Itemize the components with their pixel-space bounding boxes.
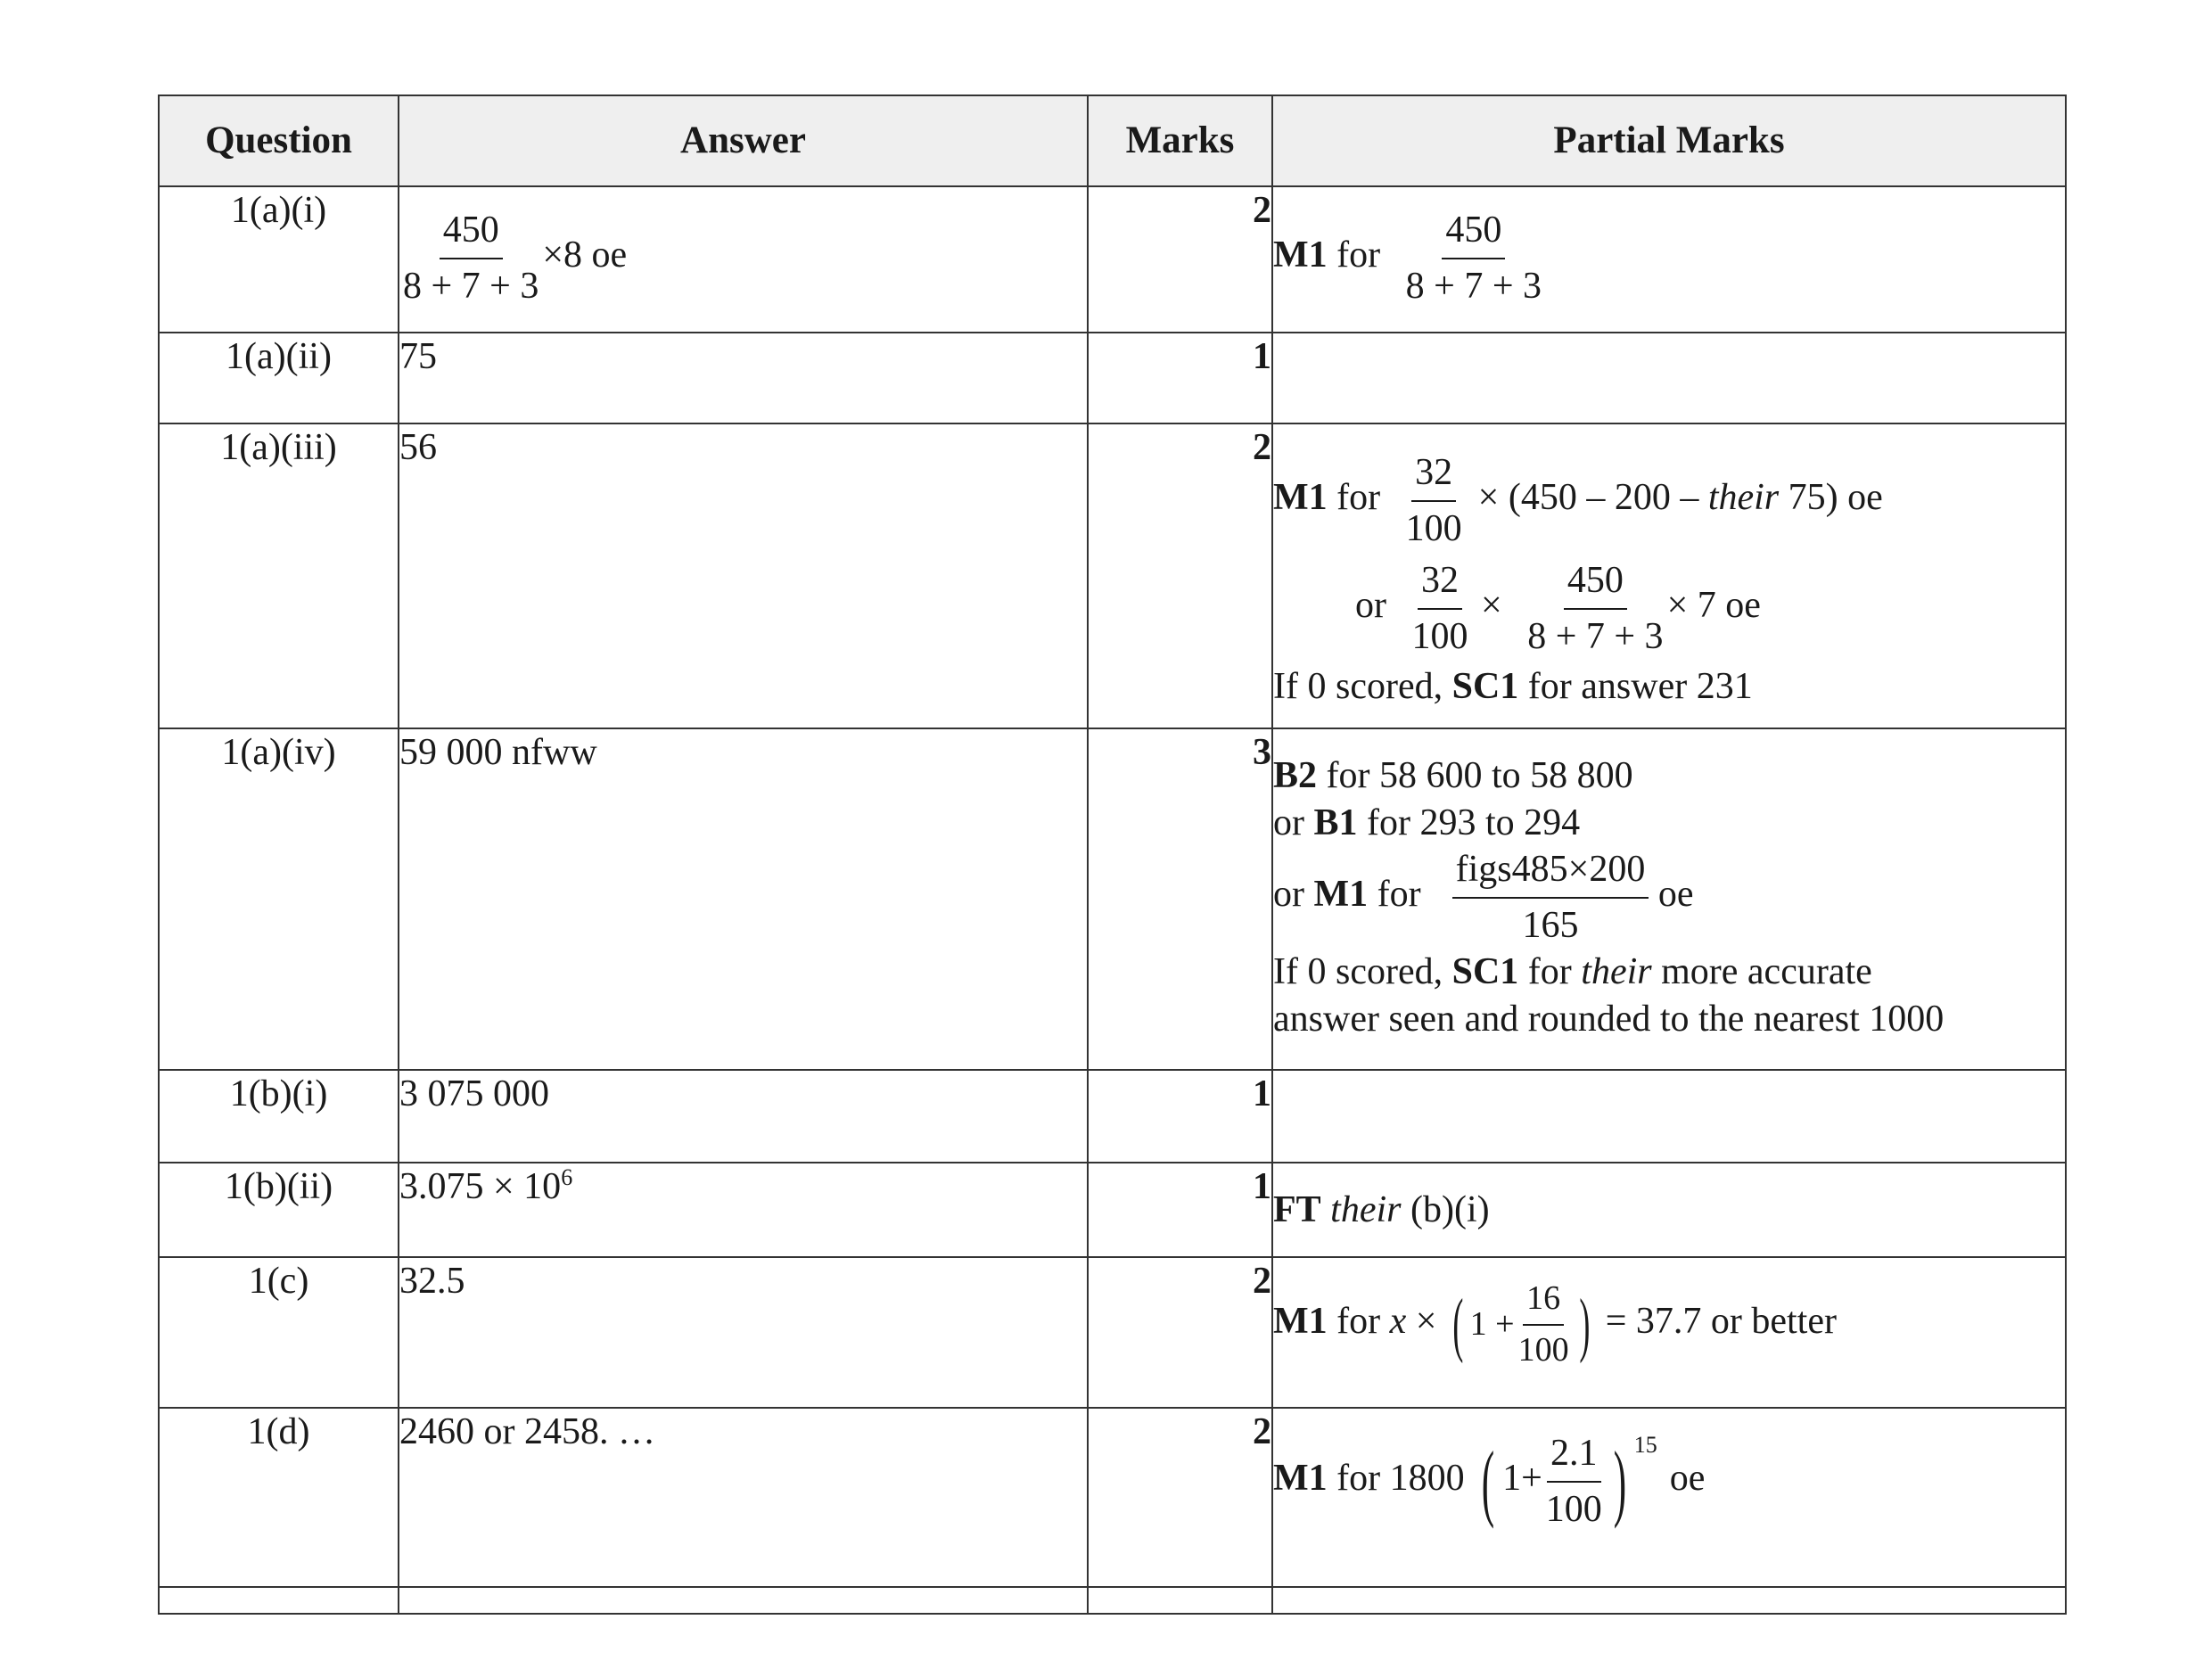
answer-cell <box>399 1163 1088 1257</box>
partial-marks-cell <box>1272 1257 2066 1408</box>
table-row <box>159 423 2066 728</box>
mark-code: M1 <box>1273 1301 1328 1343</box>
mark-code: SC1 <box>1451 666 1519 707</box>
fraction-numerator: figs485×200 <box>1452 846 1649 899</box>
fraction-numerator: 450 <box>1442 207 1505 259</box>
marks-cell: 2 <box>1088 186 1272 333</box>
partial-text: for 58 600 to 58 800 <box>1317 755 1633 796</box>
table-row <box>159 186 2066 333</box>
question-cell: 1(a)(ii) <box>159 333 399 423</box>
question-cell: 1(d) <box>159 1408 399 1587</box>
answer-cell: 2460 or 2458. … <box>399 1408 1088 1587</box>
header-partial-marks: Partial Marks <box>1272 95 2066 186</box>
question-cell: 1(a)(iv) <box>159 728 399 1070</box>
header-answer: Answer <box>399 95 1088 186</box>
marks-cell: 2 <box>1088 1257 1272 1408</box>
partial-marks-cell <box>1272 1408 2066 1587</box>
table-row <box>159 1163 2066 1257</box>
question-cell <box>159 1587 399 1614</box>
marks-cell: 1 <box>1088 1163 1272 1257</box>
table-row <box>159 728 2066 1070</box>
answer-cell <box>399 186 1088 333</box>
marks-cell <box>1088 1587 1272 1614</box>
partial-italic: their <box>1707 477 1780 519</box>
marks-cell: 2 <box>1088 423 1272 728</box>
partial-text: for <box>1336 477 1381 519</box>
fraction <box>1402 449 1466 552</box>
partial-marks-cell <box>1272 333 2066 423</box>
header-row <box>159 95 2066 186</box>
fraction-denominator: 100 <box>1517 1330 1569 1369</box>
table-row <box>159 1257 2066 1408</box>
fraction <box>1524 557 1666 660</box>
fraction-numerator: 450 <box>440 207 503 259</box>
partial-text: for <box>1327 1301 1390 1343</box>
partial-marks-cell <box>1272 1070 2066 1163</box>
partial-text: for <box>1336 234 1381 276</box>
partial-marks-cell <box>1272 1587 2066 1614</box>
fraction-numerator: 32 <box>1418 557 1462 610</box>
mark-scheme <box>158 95 2065 1615</box>
bracket-contents <box>1470 1278 1573 1371</box>
variable-x: x <box>1389 1301 1407 1343</box>
partial-text: for 293 to 294 <box>1357 802 1581 843</box>
marks-cell: 3 <box>1088 728 1272 1070</box>
mark-code: B1 <box>1313 802 1358 843</box>
answer-cell: 3 075 000 <box>399 1070 1088 1163</box>
mark-code: M1 <box>1273 1458 1328 1500</box>
partial-text: If 0 scored, <box>1273 951 1452 992</box>
exponent: 15 <box>1633 1432 1657 1459</box>
partial-marks-cell <box>1272 1163 2066 1257</box>
answer-cell <box>399 1587 1088 1614</box>
fraction <box>1409 557 1472 660</box>
answer-cell: 59 000 nfww <box>399 728 1088 1070</box>
fraction-denominator: 8 + 7 + 3 <box>1527 615 1664 657</box>
header-marks: Marks <box>1088 95 1272 186</box>
table-row <box>159 1408 2066 1587</box>
answer-exponent: 6 <box>561 1164 573 1190</box>
partial-marks-cell <box>1272 728 2066 1070</box>
partial-text: for 1800 <box>1327 1458 1465 1500</box>
partial-text: oe <box>1669 1458 1706 1500</box>
partial-text: If 0 scored, <box>1273 666 1452 707</box>
marks-cell: 1 <box>1088 1070 1272 1163</box>
mark-code: M1 <box>1273 477 1328 519</box>
question-cell: 1(a)(iii) <box>159 423 399 728</box>
fraction-numerator: 16 <box>1523 1278 1564 1326</box>
fraction-denominator: 8 + 7 + 3 <box>403 265 539 307</box>
question-cell: 1(a)(i) <box>159 186 399 333</box>
fraction-denominator: 165 <box>1522 904 1579 946</box>
partial-text: (b)(i) <box>1401 1189 1490 1230</box>
marks-cell: 2 <box>1088 1408 1272 1587</box>
partial-text: × <box>1406 1301 1446 1343</box>
partial-text: for <box>1368 874 1431 916</box>
partial-marks-cell <box>1272 186 2066 333</box>
partial-text: oe <box>1649 874 1694 916</box>
fraction <box>1542 1430 1606 1533</box>
answer-cell: 56 <box>399 423 1088 728</box>
fraction <box>399 207 542 309</box>
fraction-numerator: 2.1 <box>1547 1430 1601 1483</box>
fraction <box>1452 846 1649 949</box>
table-row <box>159 333 2066 423</box>
partial-text: or <box>1273 802 1314 843</box>
mark-code: SC1 <box>1451 951 1519 992</box>
fraction-numerator: 32 <box>1411 449 1456 502</box>
partial-italic: their <box>1581 951 1652 992</box>
partial-text: answer seen and rounded to the nearest 1000 <box>1273 998 1945 1040</box>
fraction-denominator: 100 <box>1545 1488 1602 1530</box>
mark-code: M1 <box>1313 874 1369 916</box>
partial-text: or <box>1355 585 1386 627</box>
question-cell: 1(c) <box>159 1257 399 1408</box>
answer-base: 3.075 × 10 <box>399 1166 562 1207</box>
partial-text: = 37.7 or better <box>1596 1301 1837 1343</box>
mark-code: M1 <box>1273 234 1328 276</box>
left-paren-icon: ( <box>1481 1433 1495 1529</box>
partial-text: 1+ <box>1502 1458 1542 1500</box>
partial-italic: their <box>1330 1189 1402 1230</box>
header-question: Question <box>159 95 399 186</box>
answer-cell: 75 <box>399 333 1088 423</box>
question-cell: 1(b)(i) <box>159 1070 399 1163</box>
right-paren-icon: ) <box>1578 1285 1590 1364</box>
partial-text: × <box>1481 585 1502 627</box>
partial-text: or <box>1273 874 1314 916</box>
partial-text: × 7 oe <box>1666 585 1761 627</box>
fraction-numerator: 450 <box>1564 557 1627 610</box>
fraction-denominator: 8 + 7 + 3 <box>1405 265 1542 307</box>
partial-text: more accurate <box>1651 951 1872 992</box>
fraction <box>1515 1278 1573 1371</box>
fraction-denominator: 100 <box>1405 507 1462 549</box>
partial-marks-cell <box>1272 423 2066 728</box>
partial-text: for <box>1518 951 1582 992</box>
mark-code: FT <box>1273 1189 1321 1230</box>
marks-cell: 1 <box>1088 333 1272 423</box>
partial-text: × (450 – 200 – <box>1477 477 1708 519</box>
fraction <box>1402 207 1545 309</box>
fraction-denominator: 100 <box>1411 615 1468 657</box>
table-row <box>159 1070 2066 1163</box>
partial-text: for answer 231 <box>1518 666 1753 707</box>
partial-text: 1 + <box>1469 1304 1515 1343</box>
left-paren-icon: ( <box>1452 1285 1464 1364</box>
continuation-row <box>159 1587 2066 1614</box>
mark-scheme-table <box>158 95 2067 1615</box>
answer-cell: 32.5 <box>399 1257 1088 1408</box>
right-paren-icon: ) <box>1613 1433 1626 1529</box>
answer-tail: ×8 oe <box>542 234 628 276</box>
partial-text: 75) oe <box>1779 477 1883 519</box>
mark-code: B2 <box>1273 755 1318 796</box>
question-cell: 1(b)(ii) <box>159 1163 399 1257</box>
